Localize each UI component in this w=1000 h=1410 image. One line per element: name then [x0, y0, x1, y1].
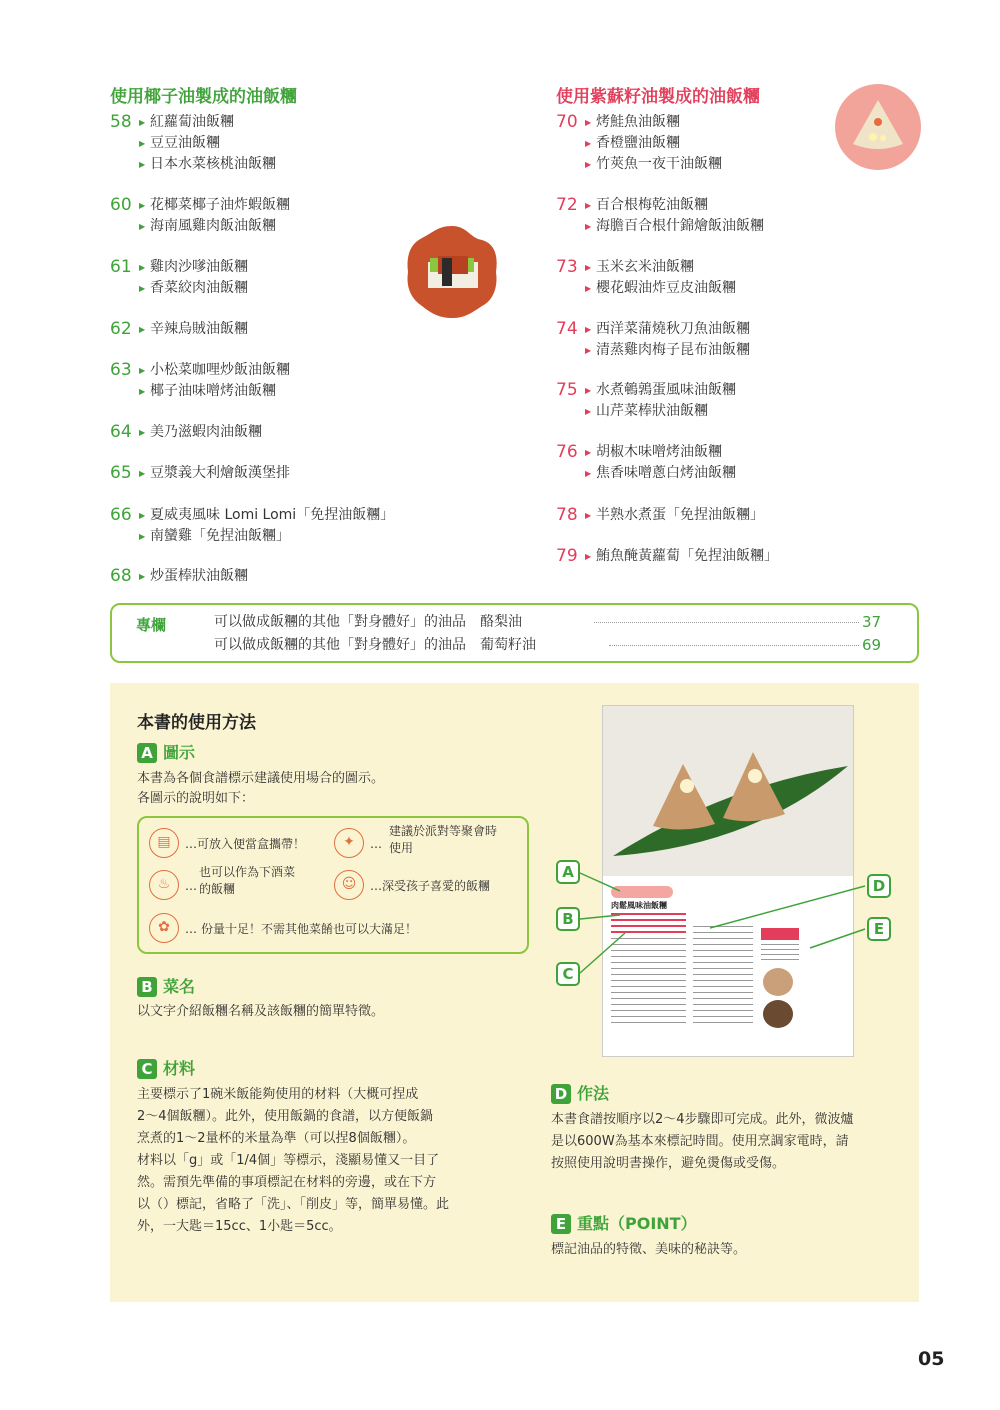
callout-b: B	[556, 907, 580, 931]
icon-dots: …	[185, 922, 197, 936]
recipe-item: ▶ 玉米玄米油飯糰	[556, 257, 736, 278]
recipe-entry	[110, 195, 290, 237]
recipe-entry	[110, 566, 248, 587]
column-label: 專欄	[136, 616, 167, 634]
page-number-label: 68	[110, 566, 132, 586]
page-number-label: 70	[556, 112, 578, 132]
recipe-item: ▶ 炒蛋棒狀油飯糰	[110, 566, 248, 587]
page-number-label: 60	[110, 195, 132, 215]
icon-text-child: …深受孩子喜愛的飯糰	[370, 879, 491, 893]
letter-b-badge: B	[137, 977, 157, 997]
recipe-item: ▶ 南蠻雞「免捏油飯糰」	[110, 526, 394, 547]
recipe-item: ▶ 香菜絞肉油飯糰	[110, 278, 248, 299]
icon-text-sake-1: 也可以作為下酒菜	[199, 865, 296, 879]
recipe-item: ▶ 豆豆油飯糰	[110, 133, 276, 154]
column-row-oil: 酪梨油	[480, 614, 522, 630]
column-row-page: 37	[862, 613, 882, 631]
section-b-heading: B 菜名	[137, 974, 195, 997]
recipe-entry	[556, 380, 736, 422]
recipe-entry	[556, 505, 764, 526]
recipe-item: ▶ 花椰菜椰子油炸蝦飯糰	[110, 195, 290, 216]
recipe-item: ▶ 海南風雞肉飯油飯糰	[110, 216, 290, 237]
letter-c-badge: C	[137, 1059, 157, 1079]
recipe-item: ▶ 水煮鵪鶉蛋風味油飯糰	[556, 380, 736, 401]
section-c-heading: C 材料	[137, 1056, 195, 1079]
recipe-entry	[556, 112, 722, 175]
section-c-text: 主要標示了1碗米飯能夠使用的材料（大概可捏成 2～4個飯糰）。此外，使用飯鍋的食譜，以方便飯鍋 烹煮的1～2量杯的米量為準（可以捏8個飯糰）。 材料以「g」或「1/4個」等標示，淺顯易懂又一目了 然。需預先準備的事項標記在材料的旁邊，或在下方 以（）標記，省略了「洗」、「削皮」等，簡單易懂。此 外，一大匙＝15cc、1小匙＝5cc。	[137, 1087, 450, 1234]
column-box	[110, 603, 919, 663]
recipe-entry	[110, 463, 290, 484]
page-number-label: 61	[110, 257, 132, 277]
page-number-label: 65	[110, 463, 132, 483]
section-d-text: 本書食譜按順序以2～4步驟即可完成。此外，微波爐 是以600W為基本來標記時間。使用烹調家電時，請 按照使用說明書操作，避免燙傷或受傷。	[551, 1112, 854, 1171]
section-e-heading: E 重點（POINT）	[551, 1211, 697, 1234]
callout-lines	[110, 683, 919, 1302]
recipe-entry	[110, 319, 248, 340]
icon-text-hearty: 份量十足！不需其他菜餚也可以大滿足！	[201, 922, 418, 936]
recipe-item: ▶ 清蒸雞肉梅子昆布油飯糰	[556, 340, 750, 361]
callout-d: D	[867, 874, 891, 898]
right-section-title: 使用紫蘇籽油製成的油飯糰	[556, 87, 760, 107]
section-a-heading: A 圖示	[137, 740, 195, 763]
flower-icon: ✿	[149, 913, 179, 943]
recipe-entry	[556, 442, 736, 484]
section-b-text: 以文字介紹飯糰名稱及該飯糰的簡單特徵。	[137, 1004, 385, 1019]
callout-c: C	[556, 962, 580, 986]
icon-text-sake-2: 的飯糰	[199, 882, 236, 896]
dotted-leader	[594, 622, 859, 623]
column-row-page: 69	[862, 636, 882, 654]
recipe-item: ▶ 辛辣烏賊油飯糰	[110, 319, 248, 340]
page-number-label: 79	[556, 546, 578, 566]
dotted-leader	[609, 645, 859, 646]
onigiri-photo-plate-red	[402, 222, 502, 322]
party-icon: ✦	[334, 828, 364, 858]
recipe-item: ▶ 美乃滋蝦肉油飯糰	[110, 422, 262, 443]
page-number-label: 76	[556, 442, 578, 462]
page-number-label: 66	[110, 505, 132, 525]
callout-a: A	[556, 860, 580, 884]
page-number-label: 58	[110, 112, 132, 132]
recipe-item: ▶ 紅蘿蔔油飯糰	[110, 112, 276, 133]
recipe-entry	[110, 422, 262, 443]
icon-dots: …	[370, 837, 382, 851]
page-number-label: 78	[556, 505, 578, 525]
recipe-item: ▶ 豆漿義大利燴飯漢堡排	[110, 463, 290, 484]
recipe-item: ▶ 雞肉沙嗲油飯糰	[110, 257, 248, 278]
recipe-entry	[556, 195, 764, 237]
page-number-label: 64	[110, 422, 132, 442]
column-row-oil: 葡萄籽油	[480, 637, 536, 653]
icon-text-party-1: 建議於派對等聚會時	[389, 824, 498, 838]
recipe-item: ▶ 烤鮭魚油飯糰	[556, 112, 722, 133]
page-number-label: 74	[556, 319, 578, 339]
recipe-item: ▶ 山芹菜棒狀油飯糰	[556, 401, 736, 422]
recipe-item: ▶ 小松菜咖哩炒飯油飯糰	[110, 360, 290, 381]
section-a-line2: 各圖示的說明如下：	[137, 791, 255, 806]
sake-icon: ♨	[149, 870, 179, 900]
recipe-entry	[110, 112, 276, 175]
recipe-item: ▶ 日本水菜核桃油飯糰	[110, 154, 276, 175]
section-a-line1: 本書為各個食譜標示建議使用場合的圖示。	[137, 771, 385, 786]
column-row-text: 可以做成飯糰的其他「對身體好」的油品	[214, 614, 466, 630]
column-row-text: 可以做成飯糰的其他「對身體好」的油品	[214, 637, 466, 653]
recipe-item: ▶ 椰子油味噌烤油飯糰	[110, 381, 290, 402]
recipe-item: ▶ 半熟水煮蛋「免捏油飯糰」	[556, 505, 764, 526]
icon-dots: …	[185, 879, 197, 893]
icon-text-party-2: 使用	[389, 841, 414, 855]
recipe-item: ▶ 西洋菜蒲燒秋刀魚油飯糰	[556, 319, 750, 340]
recipe-entry	[110, 360, 290, 402]
onigiri-photo-plate-pink	[833, 82, 923, 172]
section-e-text: 標記油品的特徵、美味的秘訣等。	[551, 1242, 747, 1257]
page-number-label: 75	[556, 380, 578, 400]
recipe-item: ▶ 百合根梅乾油飯糰	[556, 195, 764, 216]
recipe-item: ▶ 鮪魚醃黃蘿蔔「免捏油飯糰」	[556, 546, 778, 567]
usage-guide-panel	[110, 683, 919, 1302]
left-section-title: 使用椰子油製成的油飯糰	[110, 87, 297, 107]
letter-d-badge: D	[551, 1084, 571, 1104]
page-number-label: 73	[556, 257, 578, 277]
column-row	[214, 635, 894, 656]
recipe-item: ▶ 竹莢魚一夜干油飯糰	[556, 154, 722, 175]
icon-text-bento: …可放入便當盒攜帶！	[185, 837, 306, 851]
recipe-item: ▶ 海膽百合根什錦燴飯油飯糰	[556, 216, 764, 237]
column-row	[214, 612, 894, 633]
page-number-label: 62	[110, 319, 132, 339]
guide-title: 本書的使用方法	[137, 713, 256, 733]
recipe-item: ▶ 櫻花蝦油炸豆皮油飯糰	[556, 278, 736, 299]
section-d-heading: D 作法	[551, 1081, 609, 1104]
callout-e: E	[867, 917, 891, 941]
child-face-icon: ☺	[334, 870, 364, 900]
recipe-entry	[110, 257, 248, 299]
letter-a-badge: A	[137, 743, 157, 763]
recipe-item: ▶ 焦香味噌蔥白烤油飯糰	[556, 463, 736, 484]
recipe-item: ▶ 胡椒木味噌烤油飯糰	[556, 442, 736, 463]
recipe-entry	[110, 505, 394, 547]
page-number-label: 72	[556, 195, 578, 215]
recipe-item: ▶ 夏威夷風味 Lomi Lomi「免捏油飯糰」	[110, 505, 394, 526]
bento-box-icon: ▤	[149, 828, 179, 858]
sample-recipe-title: 肉鬆風味油飯糰	[611, 901, 667, 910]
letter-e-badge: E	[551, 1214, 571, 1234]
recipe-item: ▶ 香橙鹽油飯糰	[556, 133, 722, 154]
page-number-label: 63	[110, 360, 132, 380]
recipe-entry	[556, 319, 750, 361]
recipe-entry	[556, 257, 736, 299]
recipe-entry	[556, 546, 778, 567]
page-number: 05	[918, 1348, 945, 1370]
